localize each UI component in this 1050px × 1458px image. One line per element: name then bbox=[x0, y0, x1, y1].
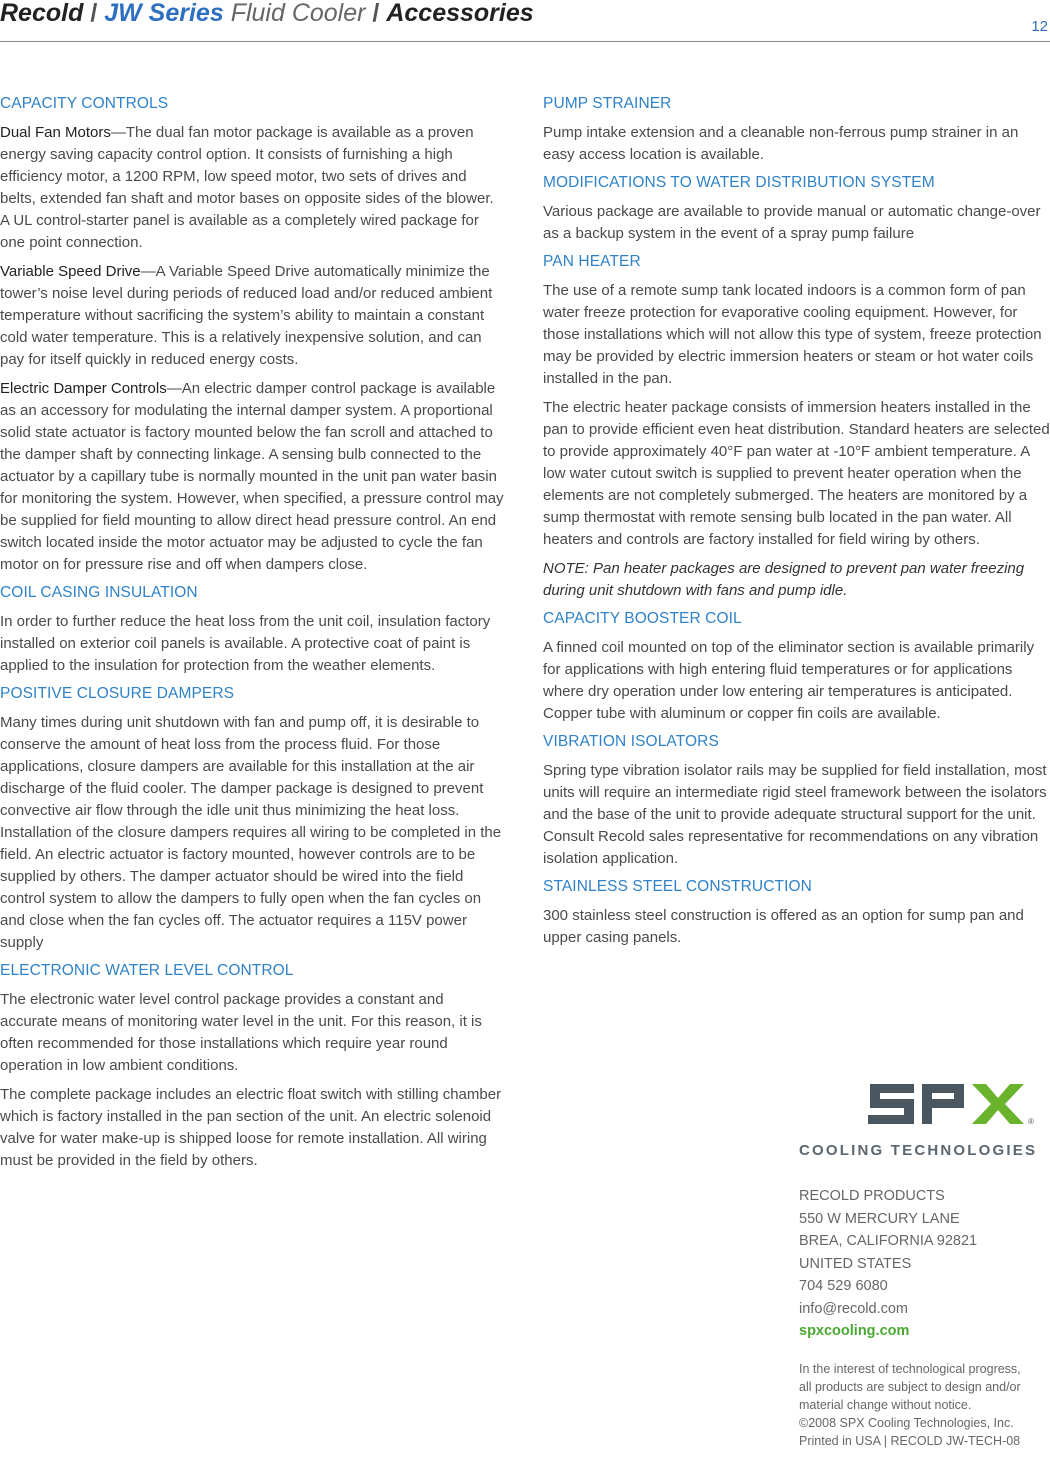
section-name: Accessories bbox=[386, 0, 534, 27]
paragraph: A finned coil mounted on top of the eliminator section is available primarily for applications with high entering fluid temperatures or for applications where dry operation under low entering air temperatures is anticipated. Copper tube with aluminum or copper fin coils are available. bbox=[543, 639, 1035, 722]
page-header bbox=[0, 0, 1050, 42]
paragraph: 300 stainless steel construction is offered as an option for sump pan and upper casing panels. bbox=[543, 907, 1024, 946]
section-heading: STAINLESS STEEL CONSTRUCTION bbox=[543, 878, 812, 895]
section-heading: MODIFICATIONS TO WATER DISTRIBUTION SYSTEM bbox=[543, 174, 935, 191]
paragraph: Spring type vibration isolator rails may be supplied for field installation, most units will require an intermediate rigid steel framework between the isolators and the base of the unit to provide adequate structural support for the unit. Consult Recold sales representative for recommendations on any vibration isolation application. bbox=[543, 762, 1047, 867]
note-paragraph: NOTE: Pan heater packages are designed to prevent pan water freezing during unit shutdown with fans and pump idle. bbox=[543, 560, 1025, 599]
address-line: RECOLD PRODUCTS bbox=[799, 1188, 945, 1204]
title-separator: / bbox=[372, 0, 380, 27]
logo-letter-s bbox=[868, 1084, 914, 1124]
paragraph bbox=[0, 122, 505, 254]
contact-address bbox=[799, 1185, 977, 1343]
address-line: 550 W MERCURY LANE bbox=[799, 1210, 960, 1227]
disclaimer-line: In the interest of technological progress, bbox=[799, 1362, 1021, 1376]
paragraph: In order to further reduce the heat loss from the unit coil, insulation factory installed on exterior coil panels is available. A protective coat of paint is applied to the insulation for protection from the weather elements. bbox=[0, 613, 491, 674]
paragraph: The complete package includes an electric float switch with stilling chamber which is factory installed in the pan section of the unit. An electric solenoid valve for water make-up is shipped loose for remote installation. All wiring must be provided in the field by others. bbox=[0, 1086, 502, 1169]
section-heading: PUMP STRAINER bbox=[543, 95, 672, 112]
section-heading: PAN HEATER bbox=[543, 253, 641, 270]
copyright-line: ©2008 SPX Cooling Technologies, Inc. bbox=[799, 1416, 1014, 1430]
section-heading: POSITIVE CLOSURE DAMPERS bbox=[0, 685, 235, 702]
brand-name: Recold bbox=[0, 0, 84, 27]
paragraph-text: —An electric damper control package is available as an accessory for modulating the internal damper system. A proportional solid state actuator is factory mounted below the fan scroll and attached to the damper shaft by connecting linkage. A sensing bulb connected to the actuator by a capillary tube is normally mounted in the unit pan water basin for monitoring the system. However, when specified, a pressure control may be supplied for field mounting to allow direct head pressure control. An end switch located inside the motor actuator may be adjusted to cycle the fan motor on for pressure rise and off when dampers close. bbox=[0, 380, 504, 573]
disclaimer-line: all products are subject to design and/or bbox=[799, 1380, 1021, 1394]
email-address: info@recold.com bbox=[799, 1300, 909, 1317]
paragraph: Various package are available to provide manual or automatic change-over as a backup system in the event of a spray pump failure bbox=[543, 203, 1041, 242]
address-line: BREA, CALIFORNIA 92821 bbox=[799, 1233, 978, 1249]
phone-number: 704 529 6080 bbox=[799, 1278, 888, 1294]
registered-mark: ® bbox=[1028, 1117, 1034, 1126]
paragraph-text: —The dual fan motor package is available as a proven energy saving capacity control option. It consists of furnishing a high efficiency motor, a 1200 RPM, low speed motor, two sets of drives and belts, extended fan shaft and motor bases on opposite sides of the blower. A UL control-starter panel is available as a completely wired package for one point connection. bbox=[0, 124, 494, 251]
spx-logo bbox=[866, 1080, 1036, 1128]
left-column bbox=[0, 94, 505, 1179]
right-column bbox=[543, 94, 1050, 956]
paragraph: Many times during unit shutdown with fan and pump off, it is desirable to conserve the amount of heat loss from the process fluid. For those applications, closure dampers are available for this installation at the air discharge of the fluid cooler. The damper package is designed to prevent convective air flow through the idle unit thus minimizing the heat loss. Installation of the closure dampers requires all wiring to be completed in the field. An electric actuator is factory mounted, however controls are to be supplied by others. The damper actuator should be wired into the field control system to allow the dampers to fully open when the fan cycles on and close when the fan cycles off. The actuator requires a 115V power supply bbox=[0, 714, 502, 951]
paragraph: The use of a remote sump tank located indoors is a common form of pan water freeze protection for evaporative cooling equipment. However, for those installations which will not allow this type of system, freeze protection may be provided by electric immersion heaters or steam or hot water coils installed in the pan. bbox=[543, 282, 1042, 387]
section-heading: VIBRATION ISOLATORS bbox=[543, 733, 719, 750]
product-name: Fluid Cooler bbox=[230, 0, 366, 27]
series-name: JW Series bbox=[104, 0, 224, 27]
disclaimer-line: material change without notice. bbox=[799, 1398, 972, 1412]
disclaimer bbox=[799, 1360, 1050, 1450]
page-number: 12 bbox=[1031, 18, 1048, 35]
paragraph bbox=[0, 261, 505, 371]
section-heading: ELECTRONIC WATER LEVEL CONTROL bbox=[0, 962, 294, 979]
section-heading: COIL CASING INSULATION bbox=[0, 584, 198, 601]
paragraph: Pump intake extension and a cleanable non-ferrous pump strainer in an easy access location is available. bbox=[543, 124, 1019, 163]
paragraph: The electronic water level control package provides a constant and accurate means of monitoring water level in the unit. For this reason, it is often recommended for those installations which require year round operation in low ambient conditions. bbox=[0, 991, 482, 1074]
logo-letter-x bbox=[972, 1084, 1024, 1124]
section-heading: CAPACITY BOOSTER COIL bbox=[543, 610, 742, 627]
paragraph-lead: Dual Fan Motors bbox=[0, 124, 111, 141]
paragraph-text: —A Variable Speed Drive automatically minimize the tower’s noise level during periods of reduced load and/or reduced ambient temperature without sacrificing the system’s ability to maintain a constant cold water temperature. This is a relatively inexpensive solution, and can pay for itself quickly in reduced energy costs. bbox=[0, 263, 493, 368]
paragraph: The electric heater package consists of immersion heaters installed in the pan to provide efficient even heat distribution. Standard heaters are selected to provide approximately 40°F pan water at -10°F ambient temperature. A low water cutout switch is supplied to prevent heater operation when the elements are not completely submerged. The heaters are monitored by a sump thermostat with remote sensing bulb located in the pan water. All heaters and controls are factory installed for field wiring by others. bbox=[543, 399, 1050, 548]
address-line: UNITED STATES bbox=[799, 1255, 912, 1272]
print-info-line: Printed in USA | RECOLD JW-TECH-08 bbox=[799, 1434, 1021, 1448]
document-title bbox=[0, 0, 534, 30]
paragraph-lead: Electric Damper Controls bbox=[0, 380, 167, 397]
company-tagline: COOLING TECHNOLOGIES bbox=[799, 1142, 1038, 1159]
paragraph bbox=[0, 378, 505, 576]
logo-letter-p bbox=[922, 1084, 964, 1124]
section-heading: CAPACITY CONTROLS bbox=[0, 95, 169, 112]
paragraph-lead: Variable Speed Drive bbox=[0, 263, 141, 280]
title-separator: / bbox=[90, 0, 98, 27]
website-link[interactable]: spxcooling.com bbox=[799, 1323, 910, 1339]
